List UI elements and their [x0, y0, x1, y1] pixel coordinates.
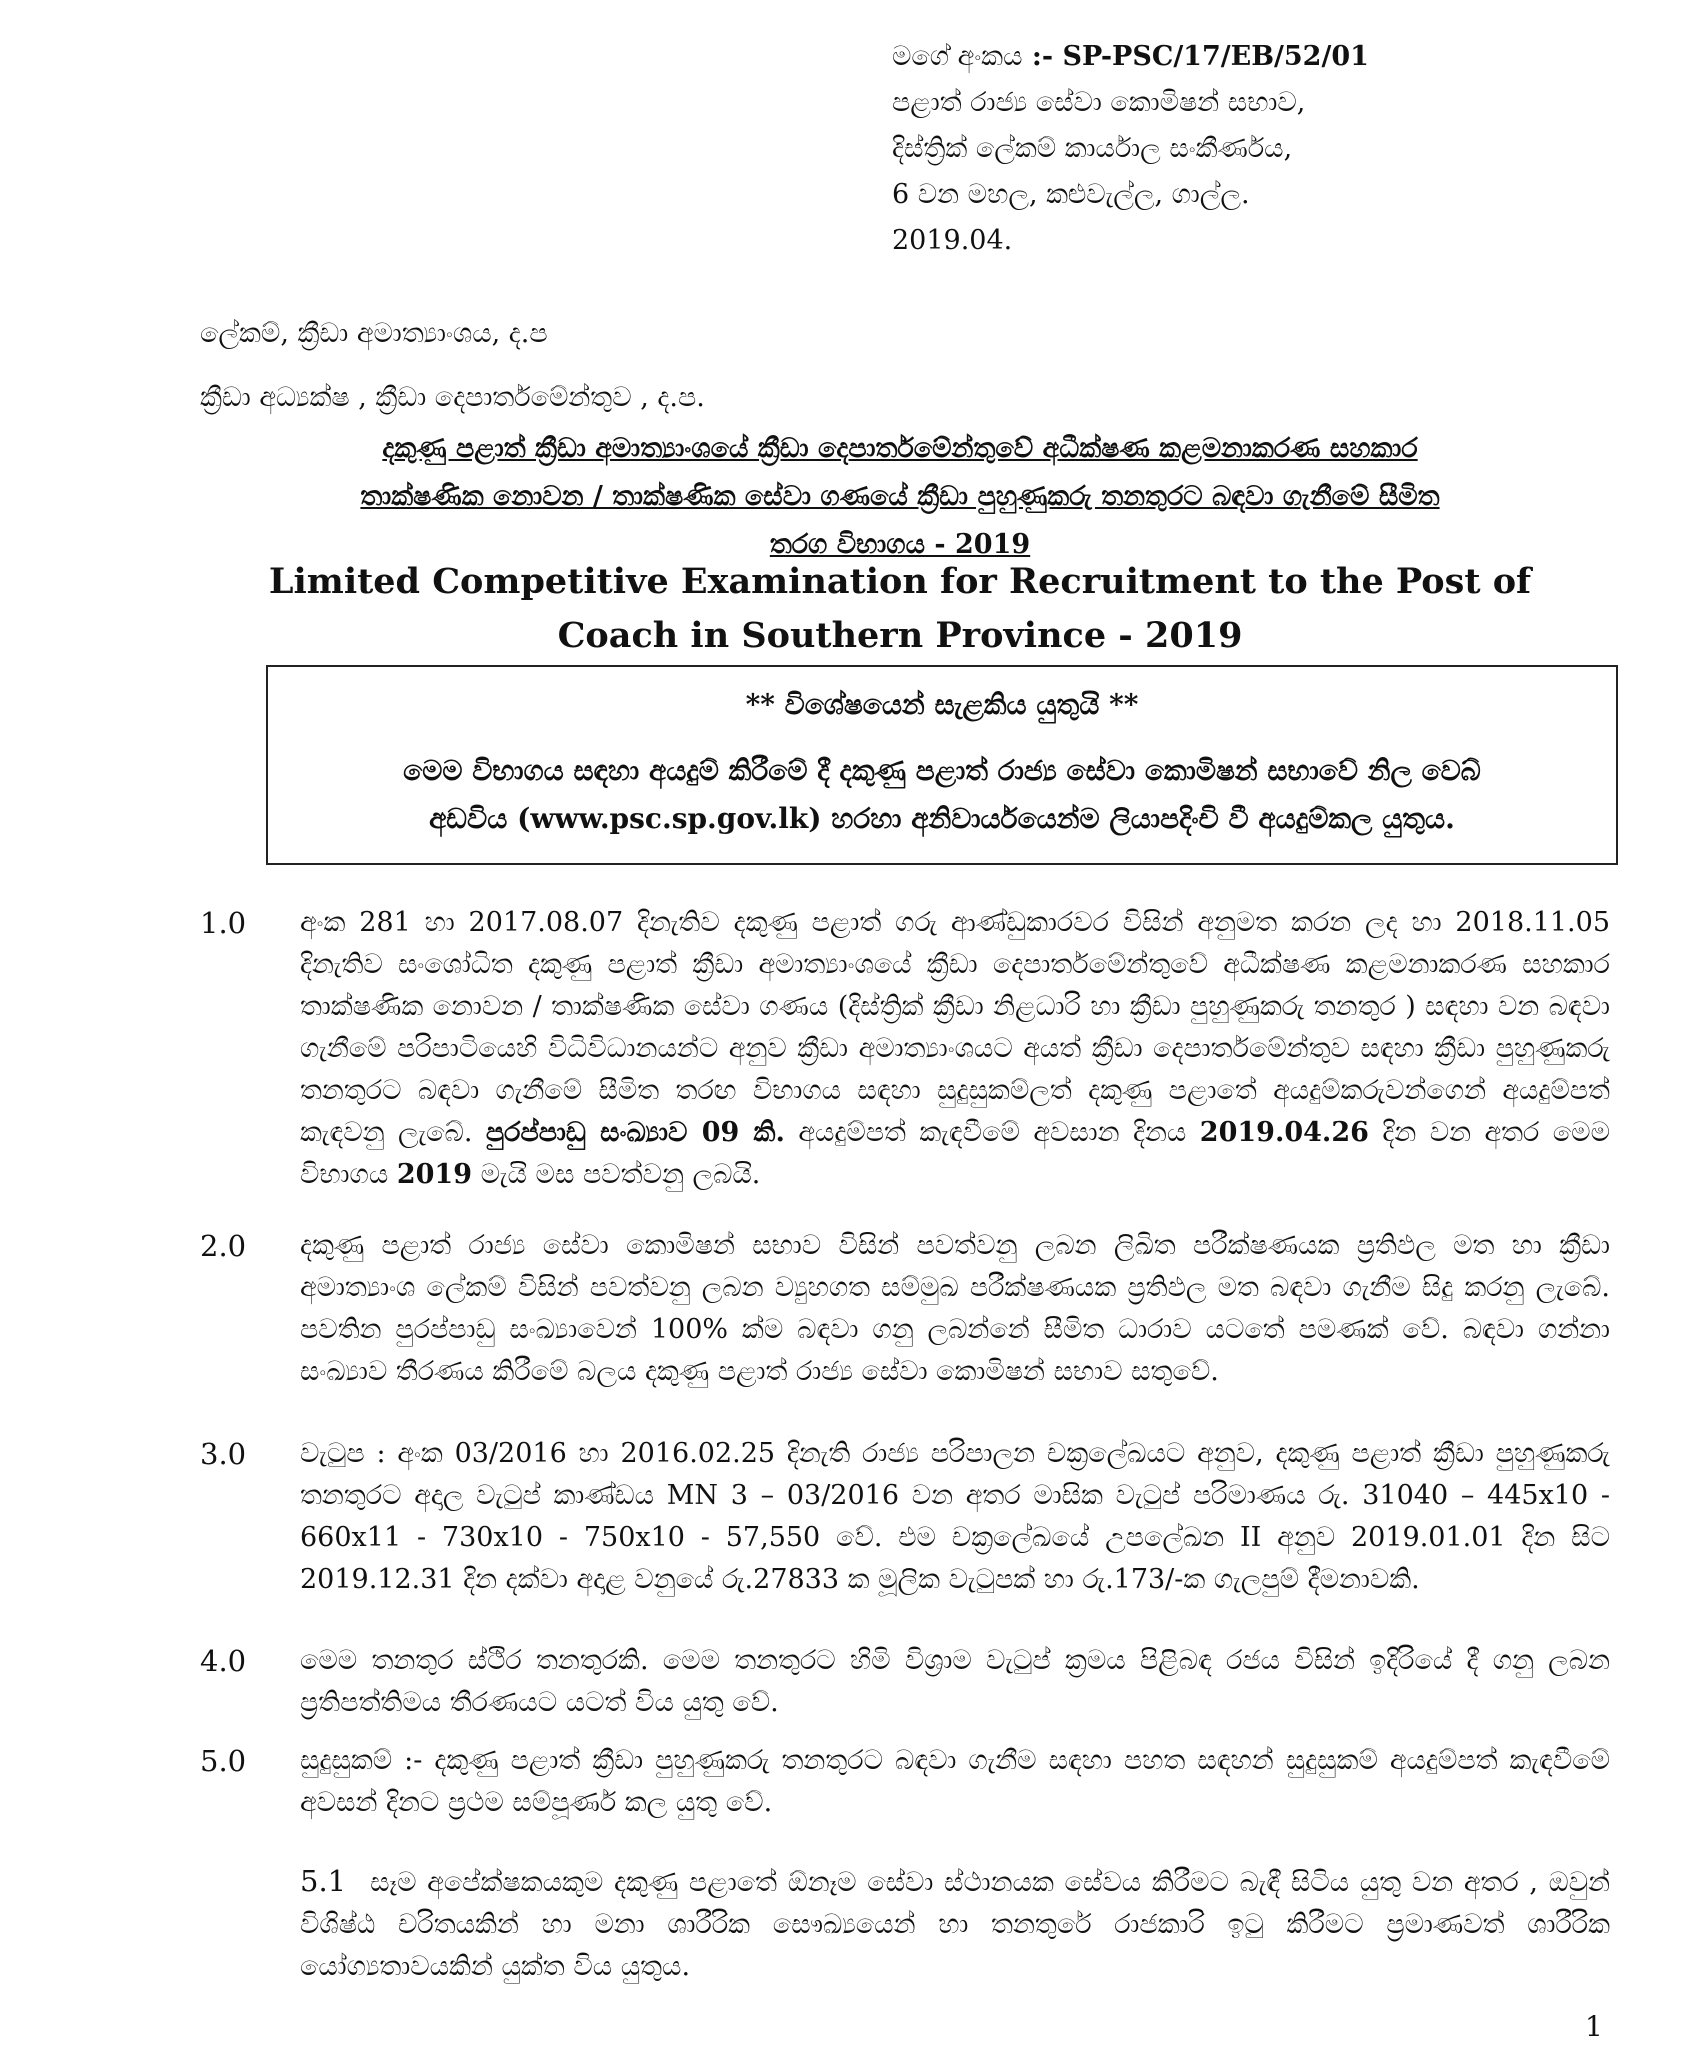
recipient-2: ක්‍රීඩා අධ්‍යක්ෂ , ක්‍රීඩා දෙපාර්තමේන්තුව , ද.ප. [200, 382, 705, 413]
notice-body-line-2: අඩවිය (www.psc.sp.gov.lk) හරහා අනිවාර්යයෙන්ම ලියාපදිංචි වී අයදුම්කල යුතුය. [429, 802, 1455, 835]
notice-body-line-1: මෙම විභාගය සඳහා අයදුම් කිරීමේ දී දකුණු පළාත් රාජ්‍ය සේවා කොමිෂන් සභාවේ නිල වෙබ් [403, 754, 1481, 787]
section-number: 2.0 [200, 1229, 247, 1263]
notice-title: ** විශේෂයෙන් සැළකිය යුතුයි ** [745, 688, 1139, 721]
subsection-number: 5.1 [300, 1864, 347, 1898]
reference-number: SP-PSC/17/EB/52/01 [1062, 41, 1369, 72]
section-text: මෙම තනතුර ස්ථිර තනතුරකි. මෙම තනතුරට හිමි විශ්‍රාම වැටුප් ක්‍රමය පිළිබඳ රජය විසින් ඉදිරියේ දී ගනු ලබන ප්‍රතිපත්තිමය තීරණයට යටත් විය යුතු වේ. [300, 1645, 1610, 1718]
section-5 [200, 1740, 1610, 1824]
section-1-text-a: අංක 281 හා 2017.08.07 දිනැතිව දකුණු පළාත් ගරු ආණ්ඩුකාරවර විසින් අනුමත කරන ලද හා 2018.11.05 දිනැතිව සංශෝධිත දකුණු පළාත් ක්‍රීඩා අමාත්‍යාංශයේ ක්‍රීඩා දෙපාර්තමේන්තුවේ අධීක්ෂණ කළමනාකරණ සහකාර තාක්ෂණික නොවන / තාක්ෂණික සේවා ගණය (දිස්ත්‍රික් ක්‍රීඩා නිළධාරි හා ක්‍රීඩා පුහුණුකරු තනතුර ) සඳහා වන බඳවා ගැනීමේ පරිපාටියෙහි විධිවිධානයන්ට අනුව ක්‍රීඩා අමාත්‍යාංශයට අයත් ක්‍රීඩා දෙපාර්තමේන්තුව සඳහා ක්‍රීඩා පුහුණුකරු තනතුරට බඳවා ගැනීමේ සීමිත තරඟ විභාගය සඳහා සුදුසුකම්ලත් දකුණු පළාතේ අයදුම්කරුවන්ගෙන් අයදුම්පත් කැඳවනු ලැබේ. [300, 907, 1610, 1148]
subsection-5-1 [300, 1860, 1610, 1988]
reference-separator: :- [1022, 41, 1063, 72]
section-text [300, 902, 1610, 1196]
section-3 [200, 1433, 1610, 1601]
section-4 [200, 1640, 1610, 1724]
english-heading [190, 555, 1610, 663]
recipients [200, 302, 705, 430]
notice-body [268, 747, 1616, 843]
english-heading-line-2: Coach in Southern Province - 2019 [557, 615, 1243, 656]
reference-label: මගේ අංකය [892, 41, 1023, 72]
letter-date: 2019.04. [892, 225, 1013, 256]
address-line-3: 6 වන මහල, කළුවැල්ල, ගාල්ල. [892, 179, 1250, 210]
section-2 [200, 1225, 1610, 1393]
exam-year: 2019 [396, 1159, 473, 1190]
sinhala-heading-line-2: තාක්ෂණික නොවන / තාක්ෂණික සේවා ගණයේ ක්‍රීඩා පුහුණුකරු තනතුරට බඳවා ගැනීමේ සීමිත [360, 481, 1440, 512]
section-number: 4.0 [200, 1644, 247, 1678]
section-1-text-b: අයදුම්පත් කැඳවීමේ අවසාන දිනය [784, 1117, 1200, 1148]
address-line-2: දිස්ත්‍රික් ලේකම් කාර්යාල සංකීර්ණය, [892, 133, 1293, 164]
sinhala-heading-line-3: තරග විභාගය - 2019 [769, 529, 1031, 560]
section-1-text-c: දින වන අතර මෙම විභාගය [300, 1117, 1610, 1190]
recipient-1: ලේකම්, ක්‍රීඩා අමාත්‍යාංශය, ද.ප [200, 318, 548, 349]
section-text: සුදුසුකම් :- දකුණු පළාත් ක්‍රීඩා පුහුණුකරු තනතුරට බඳවා ගැනීම සඳහා පහත සඳහන් සුදුසුකම් අයදුම්පත් කැඳවීමේ අවසන් දිනට ප්‍රථම සම්පූර්ණ කල යුතු වේ. [300, 1745, 1610, 1818]
section-text: දකුණු පළාත් රාජ්‍ය සේවා කොමිෂන් සභාව විසින් පවත්වනු ලබන ලිඛිත පරීක්ෂණයක ප්‍රතිඵල මත හා ක්‍රීඩා අමාත්‍යාංශ ලේකම් විසින් පවත්වනු ලබන ව්‍යුහගත සම්මුඛ පරීක්ෂණයක ප්‍රතිඵල මත බඳවා ගැනීම සිදු කරනු ලැබේ. පවතින පුරප්පාඩු සංඛ්‍යාවෙන් 100% ක්ම බඳවා ගනු ලබන්නේ සීමිත ධාරාව යටතේ පමණක් වේ. බඳවා ගන්නා සංඛ්‍යාව තීරණය කිරීමේ බලය දකුණු පළාත් රාජ්‍ය සේවා කොමිෂන් සභාව සතුවේ. [300, 1230, 1610, 1387]
sinhala-heading [190, 425, 1610, 569]
english-heading-line-1: Limited Competitive Examination for Recruitment to the Post of [268, 561, 1532, 602]
section-number: 3.0 [200, 1437, 247, 1471]
vacancy-count: පුරප්පාඩු සංඛ්‍යාව 09 කි. [485, 1117, 785, 1148]
section-number: 5.0 [200, 1744, 247, 1778]
page-number: 1 [1585, 2010, 1603, 2043]
section-number: 1.0 [200, 906, 247, 940]
section-1-text-d: මැයි මස පවත්වනු ලබයි. [472, 1159, 761, 1190]
reference-block [892, 34, 1672, 264]
subsection-text: සෑම අපේක්ෂකයකුම දකුණු පළාතේ ඕනෑම සේවා ස්ථානයක සේවය කිරීමට බැඳී සිටිය යුතු වන අතර , ඔවුන් විශිෂ්ඨ චරිතයකින් හා මනා ශාරීරික සෞඛ්‍යයෙන් හා තනතුරේ රාජකාරි ඉටු කිරීමට ප්‍රමාණවත් ශාරීරික යෝග්‍යතාවයකින් යුක්ත විය යුතුය. [300, 1867, 1610, 1982]
section-1 [200, 902, 1610, 1196]
notice-box [266, 665, 1618, 865]
section-text: වැටුප : අංක 03/2016 හා 2016.02.25 දිනැති රාජ්‍ය පරිපාලන චක්‍රලේඛයට අනුව, දකුණු පළාත් ක්‍රීඩා පුහුණුකරු තනතුරට අදාල වැටුප් කාණ්ඩය MN 3 – 03/2016 වන අතර මාසික වැටුප් පරිමාණය රු. 31040 – 445x10 - 660x11 - 730x10 - 750x10 - 57,550 වේ. එම චක්‍රලේඛයේ උපලේඛන II අනුව 2019.01.01 දින සිට 2019.12.31 දින දක්වා අදාළ වනුයේ රු.27833 ක මූලික වැටුපක් හා රු.173/-ක ගැලපුම් දීමනාවකි. [300, 1438, 1610, 1595]
closing-date: 2019.04.26 [1199, 1117, 1369, 1148]
sinhala-heading-line-1: දකුණු පළාත් ක්‍රීඩා අමාත්‍යාංශයේ ක්‍රීඩා දෙපාර්තමේන්තුවේ අධීක්ෂණ කළමනාකරණ සහකාර [382, 433, 1418, 464]
reference-number-line [892, 34, 1672, 80]
address-line-1: පළාත් රාජ්‍ය සේවා කොමිෂන් සභාව, [892, 87, 1306, 118]
